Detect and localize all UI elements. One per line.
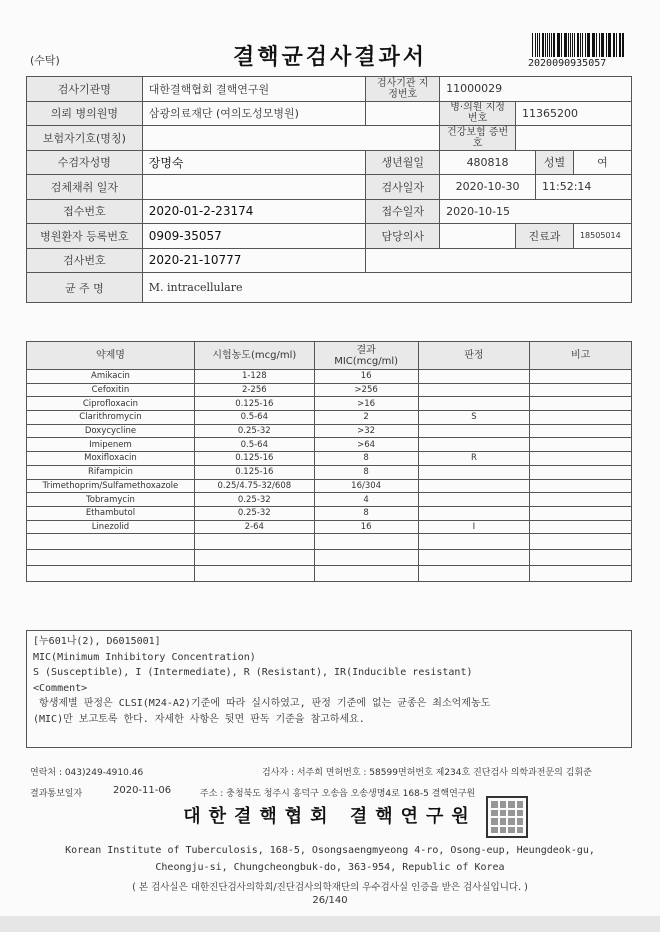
test-date-value: 2020-10-30 <box>440 175 536 200</box>
seal-glyph <box>508 810 515 817</box>
barcode-bar <box>539 33 540 57</box>
official-seal <box>486 796 528 838</box>
doctor-label: 담당의사 <box>366 224 440 249</box>
collect-date-value <box>142 175 366 200</box>
license-line: 면허번호 제234호 진단검사 의학과전문의 김휘준 <box>398 768 592 778</box>
sex-label: 성별 <box>536 150 574 175</box>
barcode-number: 2020090935057 <box>528 58 607 69</box>
drug-drug-cell: Doxycycline <box>27 424 195 438</box>
sex-value: 여 <box>573 150 631 175</box>
comment-box <box>26 630 632 748</box>
drug-range-cell: 1-128 <box>194 370 314 384</box>
remark-header: 비고 <box>530 342 632 370</box>
test-date-label: 검사일자 <box>366 175 440 200</box>
patient-name-value: 장명숙 <box>142 150 366 175</box>
barcode-bar <box>614 33 615 57</box>
drug-drug-cell: Trimethoprim/Sulfamethoxazole <box>27 479 195 493</box>
barcode-bar <box>561 33 562 57</box>
drug-row <box>27 438 632 452</box>
empty-cell <box>27 566 195 582</box>
drug-interp-cell: R <box>418 452 530 466</box>
barcode-bar <box>623 33 624 57</box>
drug-row <box>27 465 632 479</box>
inst-code-label: 검사기관 지정번호 <box>366 77 440 102</box>
barcode-bar <box>588 33 589 57</box>
empty-cell <box>418 566 530 582</box>
barcode-bar <box>577 33 579 57</box>
interp-legend: S (Susceptible), I (Intermediate), R (Resistant), IR(Inducible resistant) <box>33 667 473 678</box>
organism-label: 균 주 명 <box>27 273 143 303</box>
empty-row <box>27 566 632 582</box>
insured-label: 보험자기호(명칭) <box>27 126 143 151</box>
drug-drug-cell: Ethambutol <box>27 506 195 520</box>
seal-glyph <box>491 810 498 817</box>
test-no-value: 2020-21-10777 <box>142 248 366 273</box>
barcode-bar <box>551 33 552 57</box>
barcode-bar <box>606 33 607 57</box>
interp-header: 판정 <box>418 342 530 370</box>
seal-glyph <box>500 801 507 808</box>
scan-edge <box>0 916 660 932</box>
receipt-date-value: 2020-10-15 <box>440 199 632 224</box>
drug-remark-cell <box>530 452 632 466</box>
range-header: 시험농도(mcg/ml) <box>194 342 314 370</box>
drug-drug-cell: Linezolid <box>27 520 195 534</box>
health-ins-label: 건강보험 증번호 <box>440 126 516 151</box>
seal-glyph <box>517 801 524 808</box>
institution-value: 대한결핵협회 결핵연구원 <box>142 77 366 102</box>
drug-remark-cell <box>530 370 632 384</box>
drug-row <box>27 506 632 520</box>
empty-cell <box>418 534 530 550</box>
drug-remark-cell <box>530 411 632 425</box>
barcode-bar <box>553 33 554 57</box>
drug-drug-cell: Tobramycin <box>27 493 195 507</box>
barcode-bar <box>564 33 565 57</box>
patient-info-table <box>26 76 632 303</box>
barcode-bar <box>557 33 558 57</box>
drug-interp-cell <box>418 424 530 438</box>
empty-cell <box>530 534 632 550</box>
drug-range-cell: 0.25/4.75-32/608 <box>194 479 314 493</box>
drug-drug-cell: Rifampicin <box>27 465 195 479</box>
seal-glyph <box>508 801 515 808</box>
barcode-bar <box>593 33 594 57</box>
drug-mic-cell: 4 <box>314 493 418 507</box>
organism-value: M. intracellulare <box>142 273 631 303</box>
drug-remark-cell <box>530 479 632 493</box>
comment-code: [누601나(2), D6015001] <box>33 636 161 647</box>
report-date-label: 결과통보일자 <box>30 789 83 799</box>
empty-row <box>27 534 632 550</box>
seal-glyph <box>491 818 498 825</box>
drug-interp-cell: I <box>418 520 530 534</box>
barcode-bar <box>532 33 533 57</box>
certification-note: ( 본 검사실은 대한진단검사의학회/진단검사의학재단의 우수검사실 인증을 받은 검사실입니다. ) <box>132 882 528 893</box>
drug-mic-cell: >256 <box>314 383 418 397</box>
drug-drug-cell: Imipenem <box>27 438 195 452</box>
drug-mic-cell: >64 <box>314 438 418 452</box>
address-kr: 주소 : 충청북도 청주시 흥덕구 오송읍 오송생명4로 168-5 결핵연구원 <box>200 789 476 799</box>
barcode-bar <box>602 33 604 57</box>
barcode-bar <box>608 33 609 57</box>
receipt-date-label: 접수일자 <box>366 199 440 224</box>
seal-glyph <box>500 810 507 817</box>
seal-glyph <box>500 818 507 825</box>
drug-interp-cell <box>418 383 530 397</box>
inst-code-value: 11000029 <box>440 77 632 102</box>
consignment-note: (수탁) <box>30 54 60 67</box>
drug-range-cell: 0.5-64 <box>194 438 314 452</box>
barcode-bar <box>592 33 593 57</box>
barcode <box>532 33 626 57</box>
drug-drug-cell: Ciprofloxacin <box>27 397 195 411</box>
reg-no-label: 병원환자 등록번호 <box>27 224 143 249</box>
doctor-value <box>440 224 516 249</box>
drug-interp-cell <box>418 370 530 384</box>
drug-interp-cell <box>418 506 530 520</box>
drug-interp-cell <box>418 479 530 493</box>
drug-range-cell: 0.125-16 <box>194 397 314 411</box>
drug-range-cell: 0.125-16 <box>194 465 314 479</box>
seal-glyph <box>508 827 515 834</box>
drug-range-cell: 0.25-32 <box>194 506 314 520</box>
drug-mic-cell: 2 <box>314 411 418 425</box>
drug-mic-cell: >16 <box>314 397 418 411</box>
barcode-bar <box>601 33 602 57</box>
empty-cell <box>27 550 195 566</box>
empty-cell <box>194 534 314 550</box>
drug-remark-cell <box>530 383 632 397</box>
barcode-bar <box>609 33 610 57</box>
drug-mic-cell: 8 <box>314 465 418 479</box>
contact-line: 연락처 : 043)249-4910.46 <box>30 768 144 778</box>
clinic-code-label: 병·의원 지정번호 <box>440 101 516 126</box>
document-title: 결핵균검사결과서 <box>232 45 428 70</box>
drug-drug-cell: Cefoxitin <box>27 383 195 397</box>
health-ins-value <box>516 126 632 151</box>
empty-cell <box>314 534 418 550</box>
institution-signature: 대한결핵협회 결핵연구원 <box>183 806 477 827</box>
drug-mic-cell: 16 <box>314 520 418 534</box>
seal-glyph <box>508 818 515 825</box>
drug-range-cell: 2-256 <box>194 383 314 397</box>
receipt-no-label: 접수번호 <box>27 199 143 224</box>
drug-range-cell: 0.25-32 <box>194 493 314 507</box>
empty-cell <box>194 566 314 582</box>
clinic-code-value: 11365200 <box>516 101 632 126</box>
drug-mic-cell: 8 <box>314 506 418 520</box>
barcode-bar <box>619 33 620 57</box>
mic-header <box>314 342 418 370</box>
drug-drug-cell: Moxifloxacin <box>27 452 195 466</box>
drug-remark-cell <box>530 424 632 438</box>
address-en-2: Cheongju-si, Chungcheongbuk-do, 363-954, Republic of Korea <box>155 862 505 873</box>
drug-row <box>27 424 632 438</box>
empty-cell <box>314 566 418 582</box>
dept-label: 진료과 <box>516 224 574 249</box>
birth-label: 생년월일 <box>366 150 440 175</box>
barcode-bar <box>616 33 617 57</box>
report-date-value: 2020-11-06 <box>113 785 172 796</box>
drug-remark-cell <box>530 397 632 411</box>
empty-cell <box>194 550 314 566</box>
drug-header: 약제명 <box>27 342 195 370</box>
mic-definition: MIC(Minimum Inhibitory Concentration) <box>33 651 256 663</box>
barcode-bar <box>596 33 597 57</box>
barcode-bar <box>574 33 575 57</box>
comment-label: <Comment> <box>33 682 88 694</box>
seal-glyph <box>517 810 524 817</box>
dept-value: 18505014 <box>573 224 631 249</box>
seal-glyph <box>491 801 498 808</box>
seal-glyph <box>491 827 498 834</box>
barcode-bar <box>622 33 623 57</box>
drug-interp-cell <box>418 465 530 479</box>
barcode-bar <box>587 33 588 57</box>
drug-interp-cell <box>418 493 530 507</box>
drug-row <box>27 370 632 384</box>
test-time-value: 11:52:14 <box>536 175 632 200</box>
insured-value <box>142 126 439 151</box>
test-no-label: 검사번호 <box>27 248 143 273</box>
requester-value: 삼광의료재단 (여의도성모병원) <box>142 101 366 126</box>
drug-remark-cell <box>530 465 632 479</box>
susceptibility-table <box>26 341 632 582</box>
empty-cell <box>314 550 418 566</box>
address-en-1: Korean Institute of Tuberculosis, 168-5, Osongsaengmyeong 4-ro, Osong-eup, Heungdeok-gu, <box>65 845 595 856</box>
empty-cell <box>530 550 632 566</box>
drug-interp-cell <box>418 397 530 411</box>
seal-glyph <box>517 818 524 825</box>
reg-no-value: 0909-35057 <box>142 224 366 249</box>
barcode-bar <box>599 33 600 57</box>
barcode-bar <box>585 33 586 57</box>
barcode-bar <box>537 33 538 57</box>
requester-label: 의뢰 병의원명 <box>27 101 143 126</box>
drug-mic-cell: 16 <box>314 370 418 384</box>
barcode-bar <box>545 33 546 57</box>
empty-cell <box>27 534 195 550</box>
drug-mic-cell: 16/304 <box>314 479 418 493</box>
drug-drug-cell: Amikacin <box>27 370 195 384</box>
drug-drug-cell: Clarithromycin <box>27 411 195 425</box>
drug-mic-cell: >32 <box>314 424 418 438</box>
barcode-bar <box>549 33 550 57</box>
barcode-bar <box>580 33 581 57</box>
barcode-bar <box>565 33 566 57</box>
mic-header-top: 결과 <box>356 344 376 356</box>
drug-row <box>27 452 632 466</box>
barcode-bar <box>568 33 569 57</box>
barcode-bar <box>572 33 573 57</box>
comment-body-1: 항생제별 판정은 CLSI(M24-A2)기준에 따라 실시하였고, 판정 기준에 없는 균종은 최소억제농도 <box>33 698 491 709</box>
barcode-bar <box>582 33 583 57</box>
drug-row <box>27 479 632 493</box>
barcode-bar <box>535 33 536 57</box>
drug-interp-cell <box>418 438 530 452</box>
drug-remark-cell <box>530 493 632 507</box>
barcode-bar <box>558 33 560 57</box>
drug-row <box>27 397 632 411</box>
patient-name-label: 수검자성명 <box>27 150 143 175</box>
mic-header-bottom: MIC(mcg/ml) <box>334 355 399 367</box>
drug-row <box>27 411 632 425</box>
drug-mic-cell: 8 <box>314 452 418 466</box>
drug-remark-cell <box>530 506 632 520</box>
page-number: 26/140 <box>312 895 348 906</box>
collect-date-label: 검체채취 일자 <box>27 175 143 200</box>
examiner-line: 검사자 : 서주희 면허번호 : 58599 <box>262 768 398 778</box>
barcode-bar <box>542 33 544 57</box>
drug-row <box>27 383 632 397</box>
drug-remark-cell <box>530 438 632 452</box>
seal-glyph <box>500 827 507 834</box>
birth-value: 480818 <box>440 150 536 175</box>
empty-cell <box>530 566 632 582</box>
drug-range-cell: 0.5-64 <box>194 411 314 425</box>
institution-label: 검사기관명 <box>27 77 143 102</box>
barcode-bar <box>547 33 548 57</box>
seal-glyph <box>517 827 524 834</box>
drug-row <box>27 493 632 507</box>
drug-interp-cell: S <box>418 411 530 425</box>
drug-range-cell: 0.25-32 <box>194 424 314 438</box>
empty-cell <box>418 550 530 566</box>
barcode-bar <box>570 33 571 57</box>
receipt-no-value: 2020-01-2-23174 <box>142 199 366 224</box>
drug-remark-cell <box>530 520 632 534</box>
comment-body-2: (MIC)만 보고토록 한다. 자세한 사항은 뒷면 판독 기준을 참고하세요. <box>33 713 365 725</box>
empty-row <box>27 550 632 566</box>
drug-range-cell: 0.125-16 <box>194 452 314 466</box>
drug-row <box>27 520 632 534</box>
drug-range-cell: 2-64 <box>194 520 314 534</box>
barcode-bar <box>613 33 614 57</box>
